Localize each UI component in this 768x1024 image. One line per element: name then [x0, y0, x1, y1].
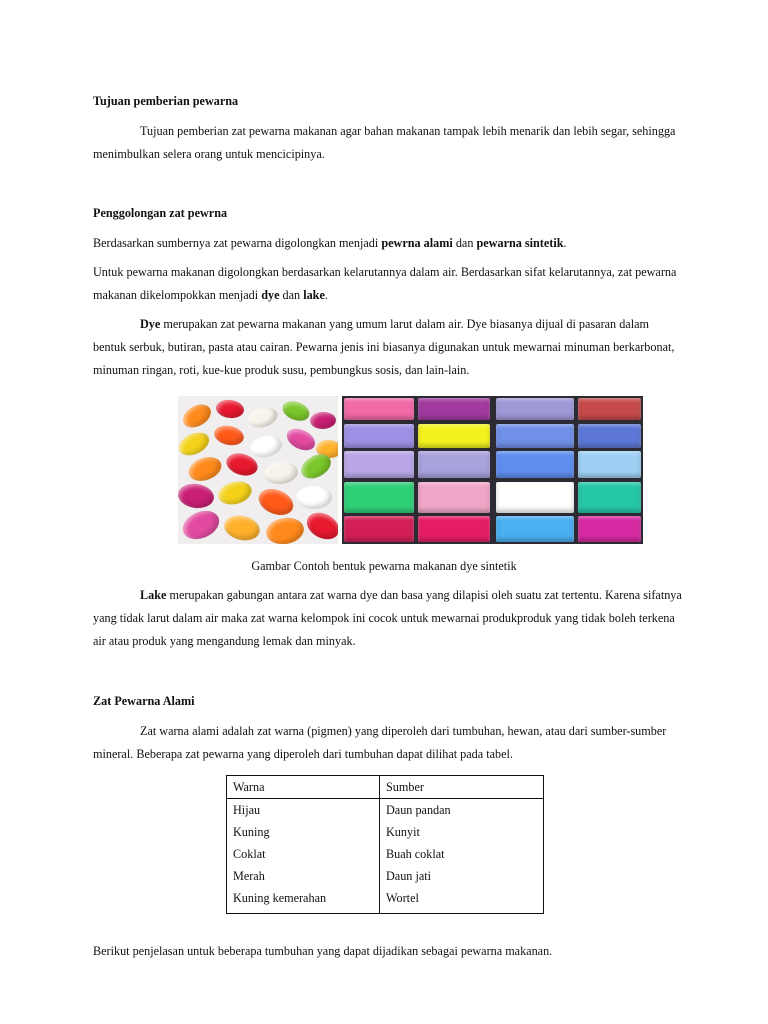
- table-header-row: [227, 776, 544, 799]
- jellybean-shape: [222, 512, 262, 543]
- table-cell-warna: Kuning: [227, 821, 380, 843]
- paragraph-dye: [93, 313, 685, 382]
- bold-term-dye: Dye: [140, 317, 161, 331]
- jellybean-photo: [178, 396, 338, 544]
- paragraph-lake: [93, 584, 685, 653]
- table-row: [227, 821, 544, 843]
- table-row: [227, 843, 544, 865]
- section-heading-alami: Zat Pewarna Alami: [93, 694, 195, 708]
- powder-tray: [578, 398, 641, 420]
- figure-caption: Gambar Contoh bentuk pewarna makanan dye sintetik: [251, 559, 517, 573]
- jellybean-shape: [178, 428, 213, 460]
- jellybean-shape: [215, 398, 245, 419]
- bold-term-dye: dye: [261, 288, 280, 302]
- paragraph-kelarutan: [93, 261, 685, 307]
- jellybean-shape: [212, 423, 245, 448]
- powder-tray: [344, 451, 414, 478]
- section-heading-penggolongan: Penggolongan zat pewrna: [93, 206, 228, 220]
- powder-tray: [496, 482, 574, 513]
- powder-tray: [578, 482, 641, 513]
- table-row: [227, 799, 544, 822]
- jellybean-shape: [179, 400, 215, 432]
- table-cell-sumber: Buah coklat: [380, 843, 544, 865]
- text-span: Untuk pewarna makanan digolongkan berdasarkan kelarutannya dalam air. Berdasarkan sifat kelarutannya, zat pewarna makanan dikelompokkan menjadi: [93, 265, 677, 302]
- bold-term-lake: lake: [303, 288, 325, 302]
- jellybean-shape: [310, 412, 337, 430]
- powder-tray: [496, 424, 574, 448]
- text-span: merupakan zat pewarna makanan yang umum larut dalam air. Dye biasanya dijual di pasaran dalam bentuk serbuk, butiran, pasta atau cairan. Pewarna jenis ini biasanya digunakan untuk mewarnai minuman berkarbonat, minuman ringan, roti, kue-kue produk susu, pembungkus sosis, dan lain-lain.: [93, 317, 675, 377]
- jellybean-shape: [216, 478, 255, 508]
- jellybean-shape: [255, 484, 297, 520]
- powder-tray: [418, 424, 490, 448]
- powder-tray: [418, 451, 490, 478]
- powder-tray: [418, 398, 490, 420]
- section-heading-tujuan: Tujuan pemberian pewarna: [93, 94, 239, 108]
- table-cell-warna: Kuning kemerahan: [227, 887, 380, 914]
- table-cell-sumber: Wortel: [380, 887, 544, 914]
- jellybean-shape: [263, 460, 299, 485]
- text-span: Berdasarkan sumbernya zat pewarna digolongkan menjadi: [93, 236, 382, 250]
- table-cell-sumber: Kunyit: [380, 821, 544, 843]
- jellybean-shape: [302, 508, 338, 544]
- powder-tray: [496, 398, 574, 420]
- powder-tray: [578, 516, 641, 542]
- text-span: merupakan gabungan antara zat warna dye dan basa yang dilapisi oleh suatu zat tertentu. Karena sifatnya yang tidak larut dalam air maka zat warna kelompok ini cocok untuk mewarnai produkproduk yang tidak boleh terkena air atau produk yang mengandung lemak dan minyak.: [93, 588, 682, 648]
- table-cell-warna: Merah: [227, 865, 380, 887]
- text-span: dan: [452, 236, 477, 250]
- paragraph-penggolongan: [93, 232, 685, 255]
- powder-tray: [344, 424, 414, 448]
- powder-tray: [496, 451, 574, 478]
- paragraph-tujuan: Tujuan pemberian zat pewarna makanan agar bahan makanan tampak lebih menarik dan lebih segar, sehingga menimbulkan selera orang untuk mencicipinya.: [93, 124, 676, 161]
- jellybean-shape: [178, 482, 215, 511]
- jellybean-shape: [246, 404, 280, 431]
- jellybean-shape: [283, 424, 318, 454]
- table-cell-sumber: Daun pandan: [380, 799, 544, 822]
- table-row: [227, 865, 544, 887]
- pigment-source-table: [226, 775, 544, 914]
- jellybean-shape: [264, 515, 306, 544]
- table-cell-warna: Hijau: [227, 799, 380, 822]
- powder-tray: [578, 424, 641, 448]
- jellybean-shape: [248, 433, 283, 460]
- jellybean-shape: [296, 486, 332, 510]
- jellybean-shape: [280, 398, 313, 425]
- jellybean-shape: [178, 505, 223, 544]
- paragraph-alami: Zat warna alami adalah zat warna (pigmen) yang diperoleh dari tumbuhan, hewan, atau dari sumber-sumber mineral. Beberapa zat pewarna yang diperoleh dari tumbuhan dapat dilihat pada tabel.: [93, 724, 667, 761]
- powder-tray: [578, 451, 641, 478]
- powder-tray: [344, 398, 414, 420]
- text-span: dan: [279, 288, 304, 302]
- text-span: .: [324, 288, 328, 302]
- paragraph-closing: Berikut penjelasan untuk beberapa tumbuhan yang dapat dijadikan sebagai pewarna makanan.: [93, 944, 553, 958]
- bold-term-lake: Lake: [140, 588, 167, 602]
- powder-tray: [418, 482, 490, 513]
- powder-tray: [418, 516, 490, 542]
- table-cell-sumber: Daun jati: [380, 865, 544, 887]
- powder-dye-photo: [342, 396, 643, 544]
- table-row: [227, 887, 544, 914]
- text-span: .: [563, 236, 567, 250]
- bold-term-alami: pewrna alami: [381, 236, 453, 250]
- powder-tray: [344, 482, 414, 513]
- dye-example-images: [178, 396, 643, 544]
- table-header-sumber: Sumber: [380, 776, 544, 799]
- powder-tray: [344, 516, 414, 542]
- powder-tray: [496, 516, 574, 542]
- table-header-warna: Warna: [227, 776, 380, 799]
- bold-term-sintetik: pewarna sintetik: [476, 236, 564, 250]
- jellybean-shape: [185, 453, 224, 485]
- table-cell-warna: Coklat: [227, 843, 380, 865]
